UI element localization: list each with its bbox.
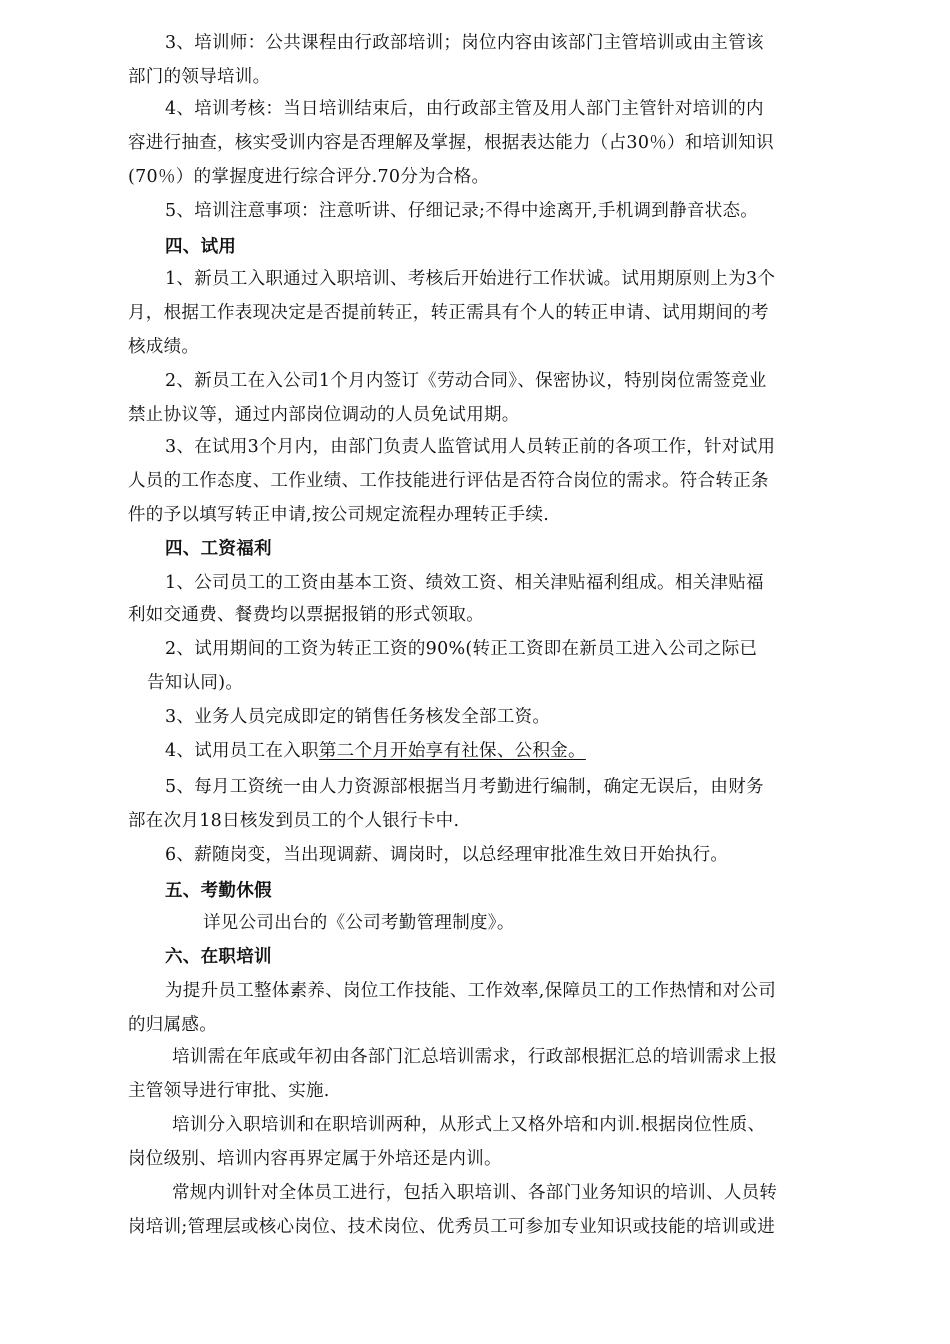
text-line: 容进行抽查，核实受训内容是否理解及掌握，根据表达能力（占30％）和培训知识 [128, 133, 774, 153]
section-heading: 四、试用 [165, 237, 237, 257]
text-line: 核成绩。 [128, 337, 200, 357]
text-line: 主管领导进行审批、实施. [128, 1081, 330, 1101]
text-line: 4、培训考核：当日培训结束后，由行政部主管及用人部门主管针对培训的内 [165, 99, 764, 119]
text-line: 岗培训;管理层或核心岗位、技术岗位、优秀员工可参加专业知识或技能的培训或进 [128, 1217, 775, 1237]
text-line: 3、业务人员完成即定的销售任务核发全部工资。 [165, 707, 551, 727]
text-line: 的归属感。 [128, 1015, 217, 1035]
text-line [165, 740, 586, 762]
text-line: 6、薪随岗变，当出现调薪、调岗时，以总经理审批准生效日开始执行。 [165, 845, 729, 865]
text-line: (70％）的掌握度进行综合评分.70分为合格。 [128, 167, 490, 187]
section-heading: 六、在职培训 [165, 947, 272, 967]
text-line: 禁止协议等，通过内部岗位调动的人员免试用期。 [128, 405, 520, 425]
text-line: 3、在试用3个月内，由部门负责人监管试用人员转正前的各项工作，针对试用 [165, 437, 776, 457]
text-line: 1、新员工入职通过入职培训、考核后开始进行工作状诚。试用期原则上为3个 [165, 269, 776, 289]
text-line: 5、培训注意事项：注意听讲、仔细记录;不得中途离开,手机调到静音状态。 [165, 201, 759, 221]
text-segment: 4、试用员工在入职 [165, 741, 319, 761]
section-heading: 五、考勤休假 [165, 881, 272, 901]
text-line: 利如交通费、餐费均以票据报销的形式领取。 [128, 605, 484, 625]
text-line: 2、试用期间的工资为转正工资的90%(转正工资即在新员工进入公司之际已 [165, 639, 758, 659]
text-line: 件的予以填写转正申请,按公司规定流程办理转正手续. [128, 505, 550, 525]
underlined-text: 第二个月开始享有社保、公积金。 [318, 741, 586, 761]
text-line: 岗位级别、培训内容再界定属于外培还是内训。 [128, 1149, 502, 1169]
text-line: 3、培训师：公共课程由行政部培训；岗位内容由该部门主管培训或由主管该 [165, 33, 764, 53]
text-line: 培训需在年底或年初由各部门汇总培训需求，行政部根据汇总的培训需求上报 [172, 1047, 778, 1067]
text-line: 部门的领导培训。 [128, 67, 271, 87]
text-line: 详见公司出台的《公司考勤管理制度》。 [203, 913, 515, 933]
text-line: 5、每月工资统一由人力资源部根据当月考勤进行编制，确定无误后，由财务 [165, 777, 764, 797]
text-line: 为提升员工整体素养、岗位工作技能、工作效率,保障员工的工作热情和对公司 [165, 981, 777, 1001]
text-line: 常规内训针对全体员工进行，包括入职培训、各部门业务知识的培训、人员转 [172, 1183, 778, 1203]
section-heading: 四、工资福利 [165, 539, 272, 559]
text-line: 培训分入职培训和在职培训两种，从形式上又格外培和内训.根据岗位性质、 [172, 1115, 766, 1135]
text-line: 月，根据工作表现决定是否提前转正，转正需具有个人的转正申请、试用期间的考 [128, 303, 769, 323]
text-line: 告知认同)。 [147, 673, 244, 693]
text-line: 1、公司员工的工资由基本工资、绩效工资、相关津贴福利组成。相关津贴福 [165, 573, 764, 593]
text-line: 部在次月18日核发到员工的个人银行卡中. [128, 811, 460, 831]
text-line: 人员的工作态度、工作业绩、工作技能进行评估是否符合岗位的需求。符合转正条 [128, 471, 769, 491]
text-line: 2、新员工在入公司1个月内签订《劳动合同》、保密协议，特别岗位需签竞业 [165, 371, 767, 391]
